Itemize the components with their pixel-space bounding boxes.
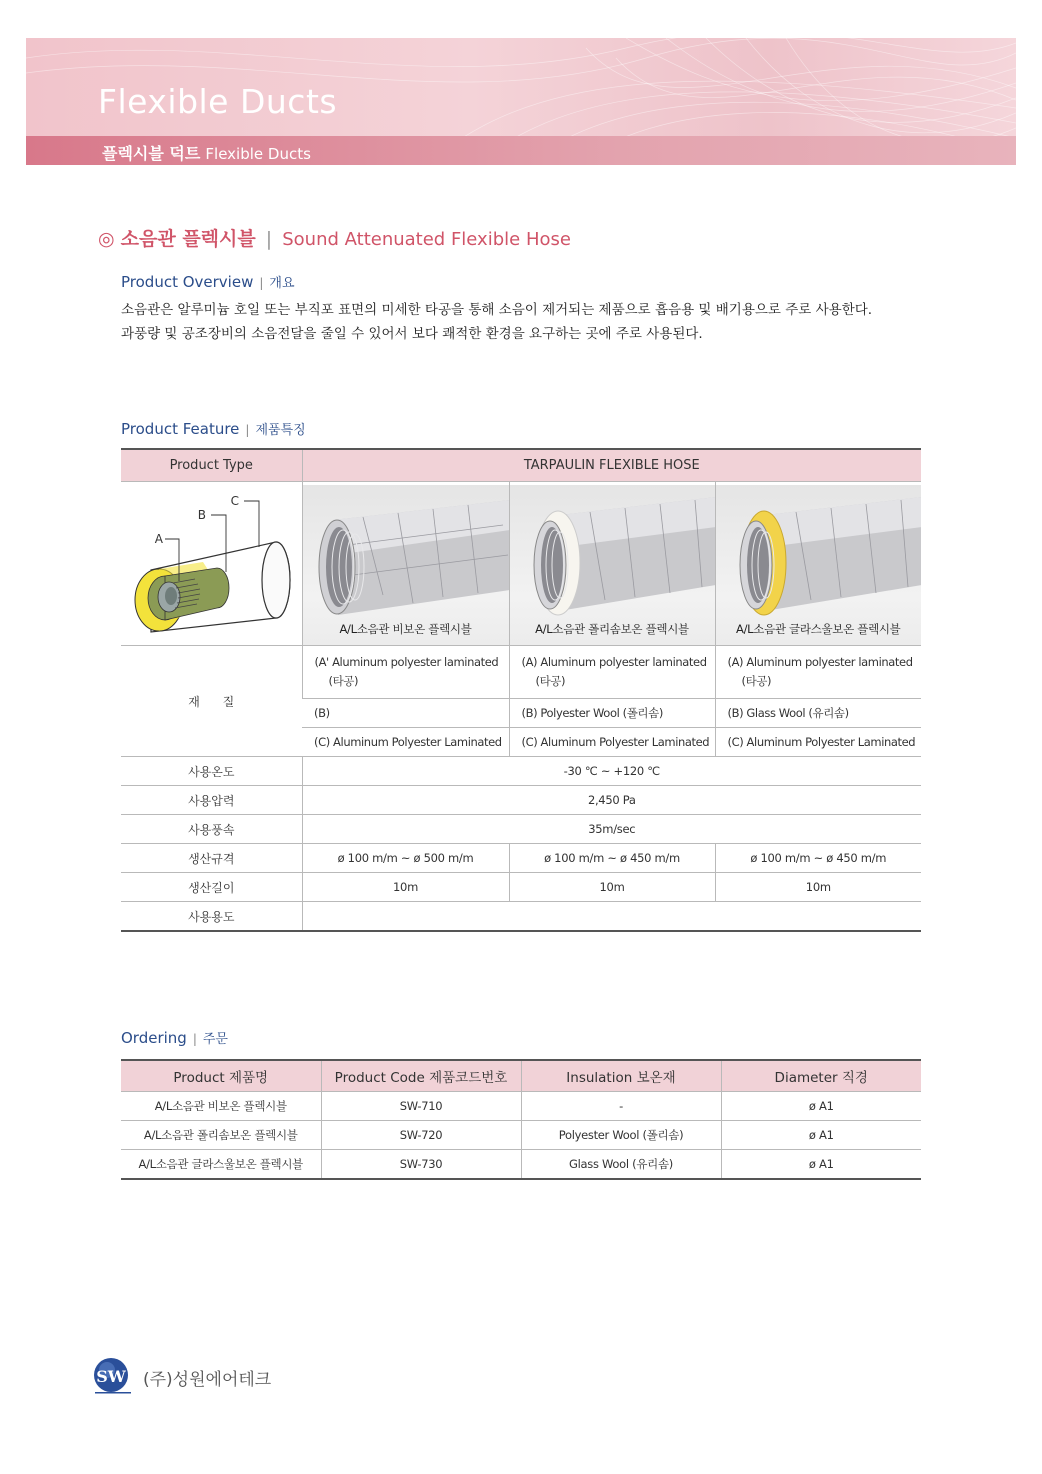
- feature-heading-separator: |: [245, 423, 250, 437]
- header-banner: [26, 38, 1016, 165]
- section-title-korean: 소음관 플렉시블: [120, 228, 256, 250]
- overview-text: [121, 298, 872, 346]
- usage-value: [302, 902, 921, 932]
- overview-heading-english: Product Overview: [121, 273, 254, 291]
- overview-heading: [121, 272, 295, 291]
- product-name-cell: A/L소음관 글라스울보온 플렉시블: [121, 1150, 321, 1180]
- product-name-cell: A/L소음관 비보온 플렉시블: [121, 1092, 321, 1121]
- product-code-cell: SW-720: [321, 1121, 521, 1150]
- product-caption: A/L소음관 글라스울보온 플렉시블: [736, 622, 901, 636]
- overview-heading-korean: 개요: [269, 276, 295, 291]
- duct-photo-polyester: [510, 485, 715, 645]
- length-value: 10m: [302, 873, 509, 902]
- length-value: 10m: [715, 873, 921, 902]
- ordering-heading-english: Ordering: [121, 1029, 187, 1047]
- svg-text:SW: SW: [96, 1367, 126, 1386]
- pressure-row: [121, 786, 921, 815]
- overview-heading-separator: |: [259, 276, 264, 290]
- product-type-value: TARPAULIN FLEXIBLE HOSE: [302, 449, 921, 482]
- pressure-value: 2,450 Pa: [302, 786, 921, 815]
- product-photo-cell: [715, 482, 921, 646]
- product-photo-cell: [509, 482, 715, 646]
- subtitle-korean: 플렉시블 덕트: [102, 144, 201, 163]
- spec-label: 생산규격: [121, 844, 302, 873]
- product-name-cell: A/L소음관 폴리솜보온 플렉시블: [121, 1121, 321, 1150]
- material-a-note: (타공): [535, 674, 566, 688]
- material-row-a: [121, 646, 921, 699]
- duct-layer-diagram: [121, 482, 302, 642]
- material-b-cell: (B) Polyester Wool (폴리솜): [509, 699, 715, 728]
- layer-label-a: A: [154, 532, 163, 546]
- company-logo: [93, 1356, 133, 1396]
- material-b-cell: (B): [302, 699, 509, 728]
- material-a-text: (A) Aluminum polyester laminated: [727, 655, 913, 669]
- table-row: [121, 1092, 921, 1121]
- temperature-label: 사용온도: [121, 757, 302, 786]
- material-a-cell: [715, 646, 921, 699]
- spec-value: ø 100 m/m ~ ø 450 m/m: [715, 844, 921, 873]
- diameter-cell: ø A1: [721, 1121, 921, 1150]
- airspeed-row: [121, 815, 921, 844]
- material-c-cell: (C) Aluminum Polyester Laminated: [302, 728, 509, 757]
- material-a-note: (타공): [741, 674, 772, 688]
- column-header: Product Code 제품코드번호: [321, 1060, 521, 1092]
- overview-line: 과풍량 및 공조장비의 소음전달을 줄일 수 있어서 보다 쾌적한 환경을 요구하는 곳에 주로 사용된다.: [121, 326, 703, 342]
- product-image-row: [121, 482, 921, 646]
- layer-label-c: C: [230, 494, 239, 508]
- product-caption: A/L소음관 비보온 플렉시블: [339, 622, 472, 636]
- temperature-value: -30 ℃ ~ +120 ℃: [302, 757, 921, 786]
- ordering-heading-separator: |: [192, 1032, 197, 1046]
- overview-line: 소음관은 알루미늄 호일 또는 부직포 표면의 미세한 타공을 통해 소음이 제거되는 제품으로 흡음용 및 배기용으로 주로 사용한다.: [121, 302, 873, 318]
- pressure-label: 사용압력: [121, 786, 302, 815]
- feature-table: [121, 448, 921, 932]
- feature-heading: [121, 419, 306, 438]
- subtitle-english: Flexible Ducts: [205, 145, 311, 163]
- length-value: 10m: [509, 873, 715, 902]
- usage-row: [121, 902, 921, 932]
- feature-header-row: [121, 449, 921, 482]
- ordering-heading-korean: 주문: [202, 1032, 228, 1047]
- diameter-cell: ø A1: [721, 1150, 921, 1180]
- layer-diagram-cell: [121, 482, 302, 646]
- airspeed-value: 35m/sec: [302, 815, 921, 844]
- layer-label-b: B: [197, 508, 206, 522]
- length-label: 생산길이: [121, 873, 302, 902]
- page-title: Flexible Ducts: [98, 82, 338, 121]
- material-a-cell: [509, 646, 715, 699]
- duct-photo-glasswool: [716, 485, 922, 645]
- material-c-cell: (C) Aluminum Polyester Laminated: [715, 728, 921, 757]
- feature-heading-korean: 제품특징: [255, 423, 306, 438]
- ordering-header-row: [121, 1060, 921, 1092]
- ordering-heading: [121, 1028, 228, 1047]
- product-code-cell: SW-710: [321, 1092, 521, 1121]
- double-circle-icon: ◎: [98, 228, 115, 250]
- material-c-cell: (C) Aluminum Polyester Laminated: [509, 728, 715, 757]
- material-b-cell: (B) Glass Wool (유리솜): [715, 699, 921, 728]
- length-row: [121, 873, 921, 902]
- insulation-cell: Polyester Wool (폴리솜): [521, 1121, 721, 1150]
- column-header: Diameter 직경: [721, 1060, 921, 1092]
- material-a-cell: [302, 646, 509, 699]
- diameter-cell: ø A1: [721, 1092, 921, 1121]
- product-type-header: Product Type: [121, 449, 302, 482]
- company-name: (주)성원에어테크: [143, 1370, 272, 1390]
- material-a-text: (A) Aluminum polyester laminated: [521, 655, 707, 669]
- material-label: 재 질: [121, 646, 302, 757]
- spec-row: [121, 844, 921, 873]
- insulation-cell: -: [521, 1092, 721, 1121]
- section-title: [98, 224, 571, 251]
- product-code-cell: SW-730: [321, 1150, 521, 1180]
- spec-value: ø 100 m/m ~ ø 500 m/m: [302, 844, 509, 873]
- product-caption: A/L소음관 폴리솜보온 플렉시블: [535, 622, 689, 636]
- section-title-english: Sound Attenuated Flexible Hose: [282, 229, 571, 250]
- temperature-row: [121, 757, 921, 786]
- section-title-separator: |: [265, 228, 273, 250]
- usage-label: 사용용도: [121, 902, 302, 932]
- column-header: Insulation 보온재: [521, 1060, 721, 1092]
- insulation-cell: Glass Wool (유리솜): [521, 1150, 721, 1180]
- material-a-text: (A' Aluminum polyester laminated: [314, 655, 499, 669]
- table-row: [121, 1121, 921, 1150]
- page-subtitle: [102, 141, 311, 164]
- feature-heading-english: Product Feature: [121, 420, 240, 438]
- table-row: [121, 1150, 921, 1180]
- airspeed-label: 사용풍속: [121, 815, 302, 844]
- ordering-table: [121, 1059, 921, 1180]
- duct-photo-uninsulated: [303, 485, 509, 645]
- product-photo-cell: [302, 482, 509, 646]
- column-header: Product 제품명: [121, 1060, 321, 1092]
- material-a-note: (타공): [328, 674, 359, 688]
- spec-value: ø 100 m/m ~ ø 450 m/m: [509, 844, 715, 873]
